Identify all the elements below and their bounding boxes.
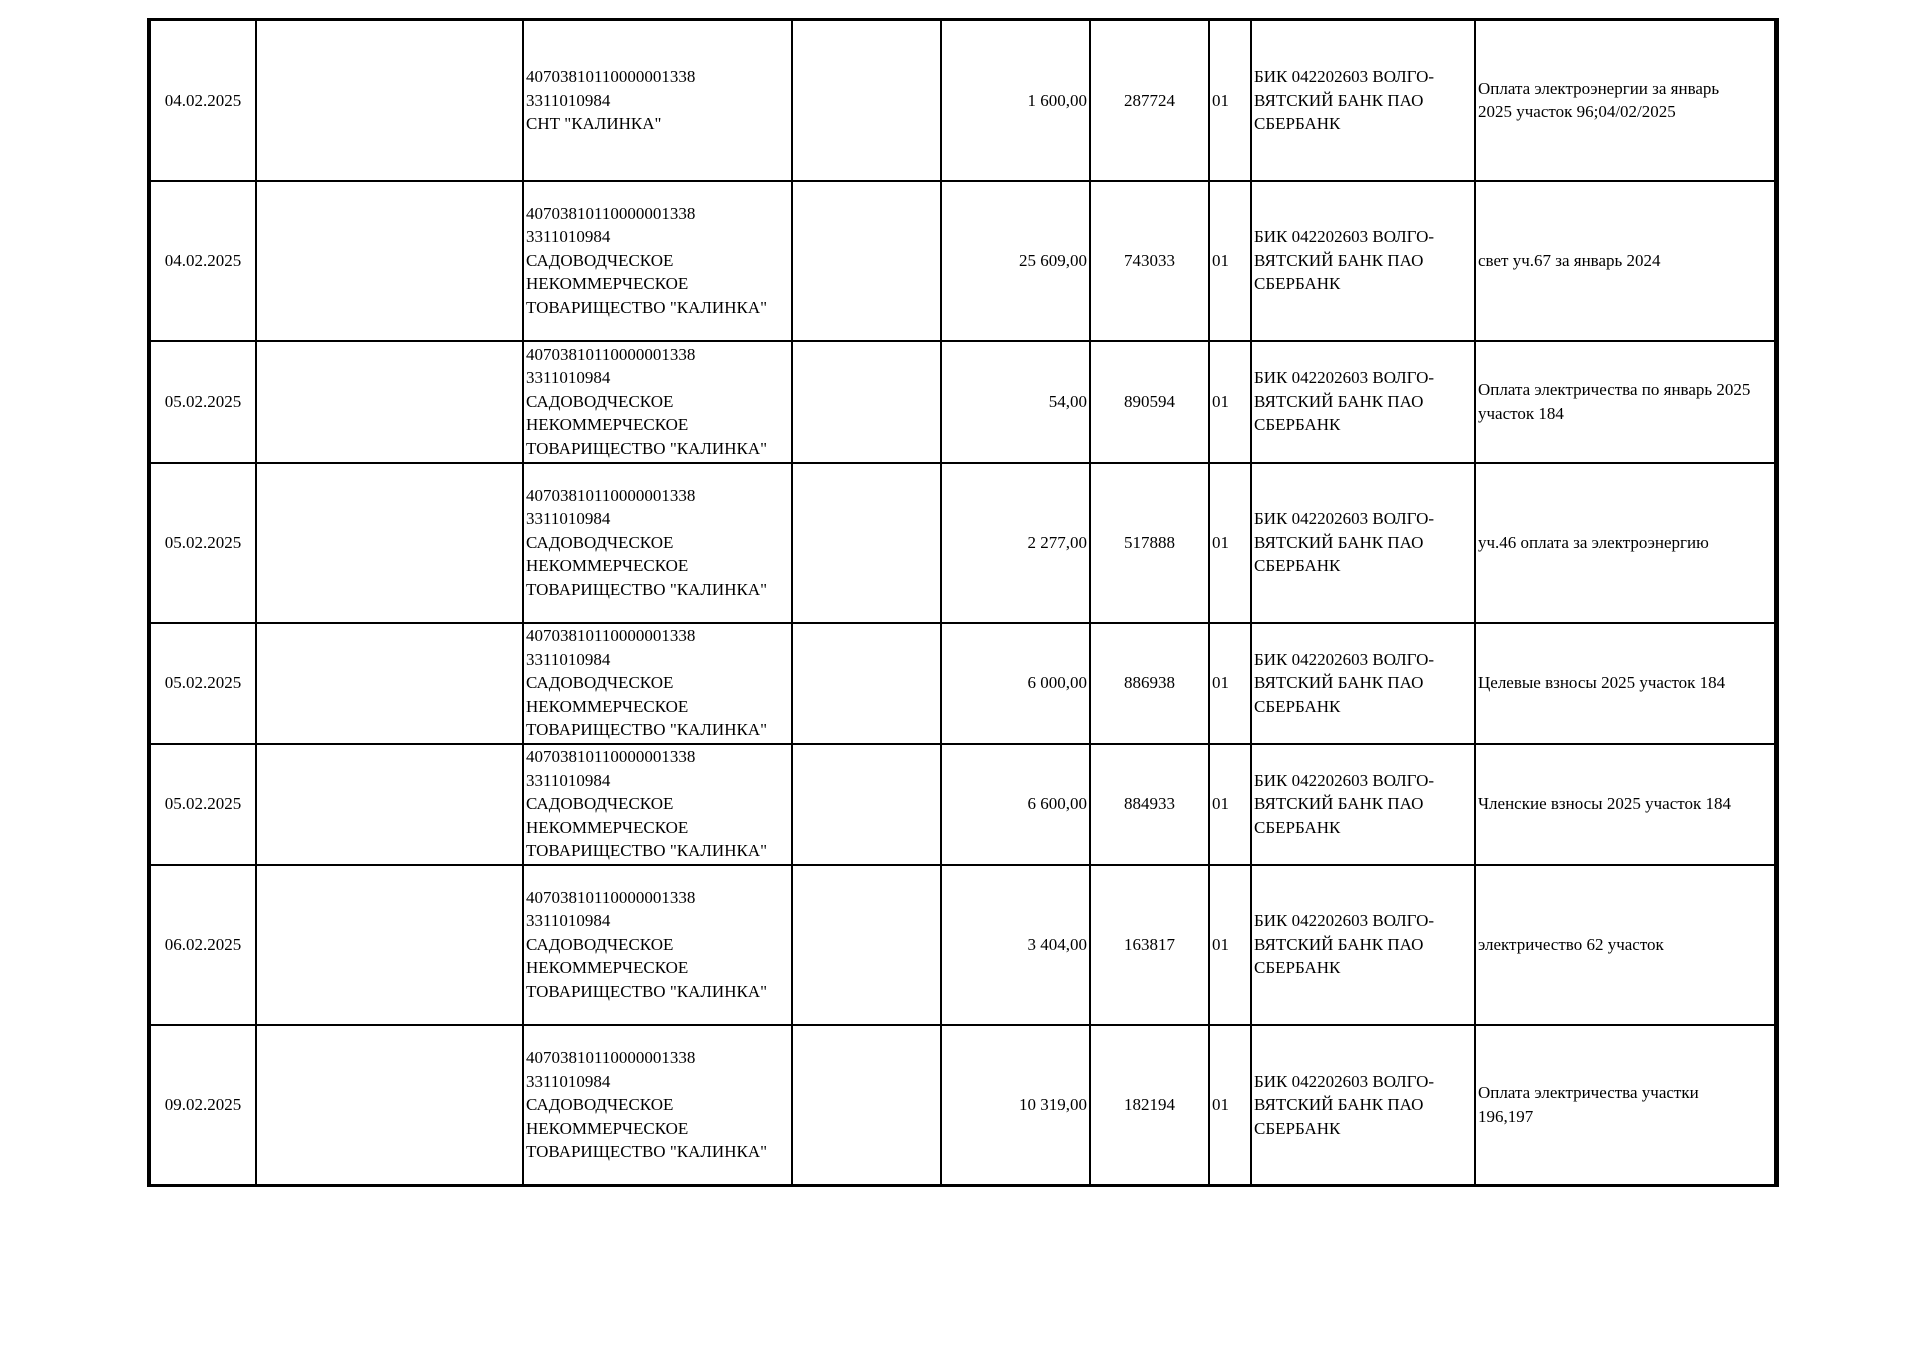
account-cell: [523, 1025, 792, 1186]
bank-cell-line: БИК 042202603 ВОЛГО-: [1254, 649, 1435, 669]
document-number-cell: 517888: [1090, 463, 1209, 623]
bank-cell-line: ВЯТСКИЙ БАНК ПАО: [1254, 934, 1424, 954]
empty-cell: [256, 1025, 523, 1186]
account-cell-line: НЕКОММЕРЧЕСКОЕ: [526, 696, 689, 716]
account-cell-line: НЕКОММЕРЧЕСКОЕ: [526, 556, 689, 576]
account-cell-line: ТОВАРИЩЕСТВО "КАЛИНКА": [526, 579, 768, 599]
bank-cell: [1251, 744, 1475, 865]
payment-purpose-cell-line: 2025 участок 96;04/02/2025: [1478, 102, 1676, 122]
bank-cell: [1251, 181, 1475, 341]
bank-cell: [1251, 623, 1475, 744]
account-cell-line: НЕКОММЕРЧЕСКОЕ: [526, 958, 689, 978]
bank-cell-line: ВЯТСКИЙ БАНК ПАО: [1254, 391, 1424, 411]
operation-code-cell: 01: [1209, 20, 1251, 181]
table-row: [149, 20, 1776, 181]
account-cell-line: НЕКОММЕРЧЕСКОЕ: [526, 1118, 689, 1138]
empty-cell: [792, 865, 941, 1025]
bank-cell: [1251, 463, 1475, 623]
payment-purpose-cell: [1475, 865, 1776, 1025]
amount-cell: 10 319,00: [941, 1025, 1090, 1186]
empty-cell: [792, 341, 941, 463]
payment-purpose-cell-line: Оплата электричества по январь 2025: [1478, 380, 1751, 399]
payment-purpose-cell-line: Оплата электроэнергии за январь: [1478, 78, 1720, 98]
date-cell: 04.02.2025: [149, 20, 256, 181]
account-cell-line: САДОВОДЧЕСКОЕ: [526, 532, 674, 552]
account-cell-line: САДОВОДЧЕСКОЕ: [526, 794, 674, 814]
bank-cell-line: СБЕРБАНК: [1254, 556, 1341, 576]
empty-cell: [792, 1025, 941, 1186]
empty-cell: [256, 744, 523, 865]
table-row: [149, 341, 1776, 463]
operation-code-cell: 01: [1209, 744, 1251, 865]
bank-cell-line: БИК 042202603 ВОЛГО-: [1254, 509, 1435, 529]
empty-cell: [256, 463, 523, 623]
empty-cell: [792, 623, 941, 744]
table-row: [149, 623, 1776, 744]
operation-code-cell: 01: [1209, 463, 1251, 623]
empty-cell: [256, 181, 523, 341]
account-cell-line: САДОВОДЧЕСКОЕ: [526, 1095, 674, 1114]
account-cell-line: САДОВОДЧЕСКОЕ: [526, 250, 674, 270]
bank-cell: [1251, 20, 1475, 181]
amount-cell: 2 277,00: [941, 463, 1090, 623]
document-number-cell: 743033: [1090, 181, 1209, 341]
empty-cell: [256, 865, 523, 1025]
bank-cell-line: ВЯТСКИЙ БАНК ПАО: [1254, 250, 1424, 270]
account-cell-line: 40703810110000001338: [526, 747, 696, 767]
amount-cell: 6 600,00: [941, 744, 1090, 865]
operation-code-cell: 01: [1209, 341, 1251, 463]
payment-purpose-cell-line: уч.46 оплата за электроэнергию: [1478, 532, 1709, 552]
date-cell: 04.02.2025: [149, 181, 256, 341]
statement-rows: [149, 20, 1776, 1186]
bank-cell-line: ВЯТСКИЙ БАНК ПАО: [1254, 532, 1424, 552]
account-cell-line: 3311010984: [526, 911, 611, 931]
empty-cell: [256, 20, 523, 181]
table-row: [149, 1025, 1776, 1186]
account-cell-line: 3311010984: [526, 1071, 611, 1091]
payment-purpose-cell-line: Членские взносы 2025 участок 184: [1478, 794, 1731, 814]
payment-purpose-cell: [1475, 623, 1776, 744]
account-cell: [523, 181, 792, 341]
account-cell-line: 3311010984: [526, 649, 611, 669]
amount-cell: 6 000,00: [941, 623, 1090, 744]
document-number-cell: 884933: [1090, 744, 1209, 865]
payment-purpose-cell: [1475, 20, 1776, 181]
bank-cell-line: БИК 042202603 ВОЛГО-: [1254, 1071, 1435, 1091]
document-number-cell: 287724: [1090, 20, 1209, 181]
payment-purpose-cell: [1475, 341, 1776, 463]
amount-cell: 1 600,00: [941, 20, 1090, 181]
bank-cell-line: СБЕРБАНК: [1254, 1118, 1341, 1138]
account-cell-line: СНТ "КАЛИНКА": [526, 114, 662, 133]
table-row: [149, 463, 1776, 623]
date-cell: 05.02.2025: [149, 744, 256, 865]
bank-cell-line: БИК 042202603 ВОЛГО-: [1254, 368, 1435, 388]
account-cell-line: 40703810110000001338: [526, 344, 696, 364]
document-number-cell: 182194: [1090, 1025, 1209, 1186]
account-cell-line: 40703810110000001338: [526, 887, 696, 907]
account-cell-line: 3311010984: [526, 770, 611, 790]
account-cell-line: НЕКОММЕРЧЕСКОЕ: [526, 415, 689, 435]
payment-purpose-cell-line: свет уч.67 за январь 2024: [1478, 250, 1661, 270]
account-cell-line: ТОВАРИЩЕСТВО "КАЛИНКА": [526, 438, 768, 458]
bank-cell: [1251, 865, 1475, 1025]
empty-cell: [256, 341, 523, 463]
account-cell-line: ТОВАРИЩЕСТВО "КАЛИНКА": [526, 297, 768, 317]
account-cell-line: 3311010984: [526, 90, 611, 110]
account-cell: [523, 744, 792, 865]
account-cell-line: 40703810110000001338: [526, 203, 696, 223]
account-cell-line: НЕКОММЕРЧЕСКОЕ: [526, 274, 689, 294]
empty-cell: [792, 744, 941, 865]
date-cell: 05.02.2025: [149, 623, 256, 744]
account-cell: [523, 341, 792, 463]
payment-purpose-cell-line: электричество 62 участок: [1478, 934, 1664, 954]
bank-cell-line: СБЕРБАНК: [1254, 817, 1341, 837]
account-cell-line: 3311010984: [526, 368, 611, 388]
amount-cell: 25 609,00: [941, 181, 1090, 341]
bank-cell-line: БИК 042202603 ВОЛГО-: [1254, 227, 1435, 247]
account-cell-line: 40703810110000001338: [526, 67, 696, 86]
date-cell: 05.02.2025: [149, 341, 256, 463]
account-cell: [523, 463, 792, 623]
payment-purpose-cell-line: Целевые взносы 2025 участок 184: [1478, 673, 1726, 693]
account-cell-line: ТОВАРИЩЕСТВО "КАЛИНКА": [526, 1142, 768, 1161]
document-number-cell: 886938: [1090, 623, 1209, 744]
bank-cell-line: ВЯТСКИЙ БАНК ПАО: [1254, 1095, 1424, 1114]
account-cell: [523, 20, 792, 181]
bank-cell-line: СБЕРБАНК: [1254, 114, 1341, 133]
operation-code-cell: 01: [1209, 181, 1251, 341]
payment-purpose-cell-line: Оплата электричества участки: [1478, 1083, 1699, 1103]
payment-purpose-cell: [1475, 181, 1776, 341]
empty-cell: [792, 463, 941, 623]
account-cell-line: 40703810110000001338: [526, 626, 696, 646]
table-row: [149, 181, 1776, 341]
payment-purpose-cell: [1475, 744, 1776, 865]
empty-cell: [792, 181, 941, 341]
bank-cell-line: БИК 042202603 ВОЛГО-: [1254, 67, 1435, 86]
operation-code-cell: 01: [1209, 1025, 1251, 1186]
payment-purpose-cell: [1475, 463, 1776, 623]
account-cell-line: НЕКОММЕРЧЕСКОЕ: [526, 817, 689, 837]
bank-cell: [1251, 341, 1475, 463]
account-cell-line: САДОВОДЧЕСКОЕ: [526, 934, 674, 954]
bank-cell-line: СБЕРБАНК: [1254, 696, 1341, 716]
amount-cell: 3 404,00: [941, 865, 1090, 1025]
date-cell: 09.02.2025: [149, 1025, 256, 1186]
bank-cell-line: СБЕРБАНК: [1254, 415, 1341, 435]
table-row: [149, 744, 1776, 865]
account-cell: [523, 623, 792, 744]
empty-cell: [256, 623, 523, 744]
account-cell-line: САДОВОДЧЕСКОЕ: [526, 391, 674, 411]
bank-cell-line: БИК 042202603 ВОЛГО-: [1254, 770, 1435, 790]
account-cell: [523, 865, 792, 1025]
bank-cell-line: ВЯТСКИЙ БАНК ПАО: [1254, 794, 1424, 814]
account-cell-line: ТОВАРИЩЕСТВО "КАЛИНКА": [526, 981, 768, 1001]
bank-cell-line: ВЯТСКИЙ БАНК ПАО: [1254, 673, 1424, 693]
payment-purpose-cell-line: 196,197: [1478, 1106, 1534, 1126]
date-cell: 06.02.2025: [149, 865, 256, 1025]
account-cell-line: ТОВАРИЩЕСТВО "КАЛИНКА": [526, 841, 768, 861]
bank-cell-line: БИК 042202603 ВОЛГО-: [1254, 911, 1435, 931]
account-cell-line: 3311010984: [526, 509, 611, 529]
operation-code-cell: 01: [1209, 623, 1251, 744]
empty-cell: [792, 20, 941, 181]
bank-cell-line: ВЯТСКИЙ БАНК ПАО: [1254, 90, 1424, 110]
account-cell-line: 3311010984: [526, 227, 611, 247]
payment-purpose-cell: [1475, 1025, 1776, 1186]
document-number-cell: 890594: [1090, 341, 1209, 463]
bank-cell-line: СБЕРБАНК: [1254, 958, 1341, 978]
statement-table: [147, 18, 1779, 1187]
document-number-cell: 163817: [1090, 865, 1209, 1025]
bank-cell-line: СБЕРБАНК: [1254, 274, 1341, 294]
bank-cell: [1251, 1025, 1475, 1186]
operation-code-cell: 01: [1209, 865, 1251, 1025]
account-cell-line: САДОВОДЧЕСКОЕ: [526, 673, 674, 693]
amount-cell: 54,00: [941, 341, 1090, 463]
account-cell-line: 40703810110000001338: [526, 485, 696, 505]
table-row: [149, 865, 1776, 1025]
date-cell: 05.02.2025: [149, 463, 256, 623]
payment-purpose-cell-line: участок 184: [1478, 403, 1564, 423]
account-cell-line: ТОВАРИЩЕСТВО "КАЛИНКА": [526, 720, 768, 740]
account-cell-line: 40703810110000001338: [526, 1048, 696, 1067]
